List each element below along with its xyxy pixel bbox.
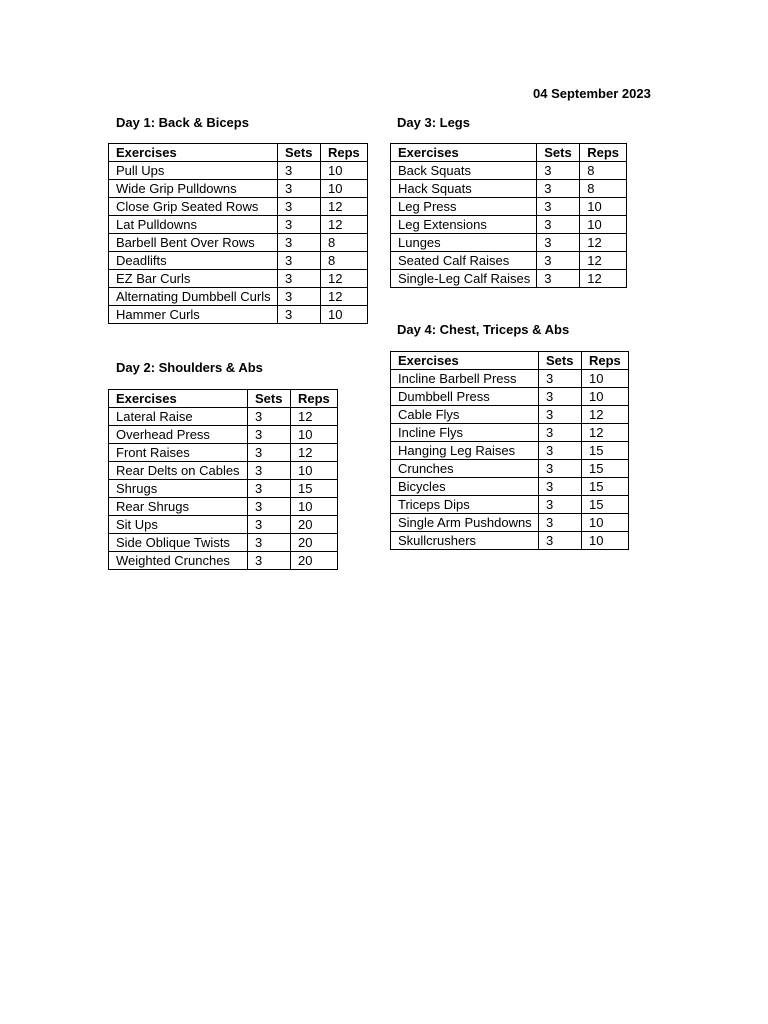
sets-cell: 3 [537, 252, 580, 270]
sets-cell: 3 [248, 426, 291, 444]
sets-cell: 3 [248, 462, 291, 480]
reps-cell: 12 [582, 406, 629, 424]
reps-cell: 8 [321, 234, 368, 252]
sets-cell: 3 [248, 534, 291, 552]
reps-cell: 8 [580, 162, 627, 180]
table-row [109, 480, 338, 498]
exercise-cell: Alternating Dumbbell Curls [109, 288, 278, 306]
reps-cell: 15 [582, 460, 629, 478]
exercise-cell: Sit Ups [109, 516, 248, 534]
reps-header: Reps [582, 352, 629, 370]
reps-header: Reps [580, 144, 627, 162]
day1-table [108, 143, 368, 324]
exercise-cell: Side Oblique Twists [109, 534, 248, 552]
exercise-cell: Cable Flys [391, 406, 539, 424]
reps-cell: 12 [321, 198, 368, 216]
sets-cell: 3 [278, 198, 321, 216]
reps-cell: 10 [582, 532, 629, 550]
table-row [391, 370, 629, 388]
table-row [109, 288, 368, 306]
reps-cell: 12 [291, 444, 338, 462]
sets-cell: 3 [537, 162, 580, 180]
sets-cell: 3 [248, 516, 291, 534]
document-date: 04 September 2023 [533, 86, 651, 101]
table-row [109, 180, 368, 198]
exercise-cell: Seated Calf Raises [391, 252, 537, 270]
reps-cell: 20 [291, 516, 338, 534]
exercises-header: Exercises [109, 144, 278, 162]
reps-cell: 10 [321, 306, 368, 324]
exercise-cell: Weighted Crunches [109, 552, 248, 570]
reps-cell: 12 [580, 252, 627, 270]
reps-cell: 20 [291, 534, 338, 552]
reps-cell: 15 [582, 496, 629, 514]
day1-rows [109, 162, 368, 324]
sets-cell: 3 [539, 514, 582, 532]
table-row [109, 534, 338, 552]
table-header-row [109, 144, 368, 162]
table-row [109, 444, 338, 462]
reps-cell: 12 [321, 216, 368, 234]
exercise-cell: Lat Pulldowns [109, 216, 278, 234]
table-row [391, 270, 627, 288]
table-row [391, 478, 629, 496]
exercise-cell: Barbell Bent Over Rows [109, 234, 278, 252]
sets-cell: 3 [278, 270, 321, 288]
exercise-cell: Rear Shrugs [109, 498, 248, 516]
sets-cell: 3 [248, 498, 291, 516]
table-row [109, 408, 338, 426]
reps-cell: 12 [291, 408, 338, 426]
sets-cell: 3 [539, 496, 582, 514]
table-row [391, 496, 629, 514]
exercise-cell: Crunches [391, 460, 539, 478]
table-row [109, 216, 368, 234]
exercise-cell: Lunges [391, 234, 537, 252]
table-row [391, 216, 627, 234]
sets-cell: 3 [539, 532, 582, 550]
reps-cell: 10 [291, 426, 338, 444]
day4-rows [391, 370, 629, 550]
reps-cell: 12 [580, 270, 627, 288]
reps-cell: 15 [582, 442, 629, 460]
table-header-row [391, 352, 629, 370]
sets-cell: 3 [537, 234, 580, 252]
sets-cell: 3 [248, 408, 291, 426]
reps-cell: 10 [582, 388, 629, 406]
table-row [109, 198, 368, 216]
table-row [391, 532, 629, 550]
exercise-cell: Leg Press [391, 198, 537, 216]
day2-table [108, 389, 338, 570]
reps-cell: 15 [582, 478, 629, 496]
sets-cell: 3 [248, 552, 291, 570]
table-row [109, 306, 368, 324]
sets-cell: 3 [539, 442, 582, 460]
sets-cell: 3 [278, 252, 321, 270]
sets-cell: 3 [278, 306, 321, 324]
reps-cell: 10 [580, 216, 627, 234]
sets-cell: 3 [537, 270, 580, 288]
sets-cell: 3 [278, 216, 321, 234]
exercise-cell: EZ Bar Curls [109, 270, 278, 288]
sets-header: Sets [539, 352, 582, 370]
day4-heading: Day 4: Chest, Triceps & Abs [397, 322, 570, 337]
exercise-cell: Deadlifts [109, 252, 278, 270]
table-row [391, 514, 629, 532]
exercise-cell: Close Grip Seated Rows [109, 198, 278, 216]
sets-header: Sets [537, 144, 580, 162]
table-row [391, 424, 629, 442]
reps-cell: 8 [321, 252, 368, 270]
exercise-cell: Bicycles [391, 478, 539, 496]
sets-cell: 3 [539, 478, 582, 496]
table-row [109, 516, 338, 534]
exercise-cell: Leg Extensions [391, 216, 537, 234]
sets-cell: 3 [537, 216, 580, 234]
sets-cell: 3 [278, 288, 321, 306]
table-row [391, 234, 627, 252]
day1-heading: Day 1: Back & Biceps [116, 115, 249, 130]
exercise-cell: Skullcrushers [391, 532, 539, 550]
table-header-row [109, 390, 338, 408]
table-row [391, 460, 629, 478]
reps-cell: 10 [582, 514, 629, 532]
reps-header: Reps [291, 390, 338, 408]
table-row [391, 442, 629, 460]
exercise-cell: Dumbbell Press [391, 388, 539, 406]
exercise-cell: Incline Barbell Press [391, 370, 539, 388]
table-row [109, 426, 338, 444]
exercise-cell: Wide Grip Pulldowns [109, 180, 278, 198]
sets-cell: 3 [537, 198, 580, 216]
sets-cell: 3 [278, 234, 321, 252]
table-row [109, 234, 368, 252]
exercise-cell: Single Arm Pushdowns [391, 514, 539, 532]
sets-cell: 3 [539, 406, 582, 424]
exercise-cell: Lateral Raise [109, 408, 248, 426]
reps-cell: 20 [291, 552, 338, 570]
reps-cell: 15 [291, 480, 338, 498]
table-row [109, 252, 368, 270]
table-row [109, 498, 338, 516]
exercises-header: Exercises [391, 352, 539, 370]
table-row [109, 462, 338, 480]
table-row [391, 162, 627, 180]
exercise-cell: Incline Flys [391, 424, 539, 442]
exercise-cell: Hanging Leg Raises [391, 442, 539, 460]
sets-cell: 3 [278, 180, 321, 198]
sets-cell: 3 [539, 370, 582, 388]
sets-cell: 3 [278, 162, 321, 180]
exercise-cell: Rear Delts on Cables [109, 462, 248, 480]
sets-cell: 3 [248, 444, 291, 462]
exercise-cell: Hammer Curls [109, 306, 278, 324]
exercise-cell: Single-Leg Calf Raises [391, 270, 537, 288]
reps-cell: 10 [291, 462, 338, 480]
sets-cell: 3 [539, 424, 582, 442]
day3-table [390, 143, 627, 288]
reps-cell: 10 [580, 198, 627, 216]
sets-cell: 3 [248, 480, 291, 498]
exercise-cell: Shrugs [109, 480, 248, 498]
reps-cell: 10 [582, 370, 629, 388]
day4-table [390, 351, 629, 550]
reps-cell: 10 [321, 180, 368, 198]
day2-heading: Day 2: Shoulders & Abs [116, 360, 263, 375]
reps-cell: 12 [582, 424, 629, 442]
table-row [391, 180, 627, 198]
reps-cell: 10 [291, 498, 338, 516]
sets-cell: 3 [539, 460, 582, 478]
exercise-cell: Overhead Press [109, 426, 248, 444]
reps-cell: 12 [321, 288, 368, 306]
exercises-header: Exercises [109, 390, 248, 408]
table-row [391, 252, 627, 270]
day3-rows [391, 162, 627, 288]
table-header-row [391, 144, 627, 162]
day3-heading: Day 3: Legs [397, 115, 470, 130]
reps-cell: 10 [321, 162, 368, 180]
sets-header: Sets [278, 144, 321, 162]
table-row [109, 270, 368, 288]
reps-cell: 12 [321, 270, 368, 288]
reps-cell: 12 [580, 234, 627, 252]
sets-cell: 3 [537, 180, 580, 198]
table-row [391, 406, 629, 424]
sets-header: Sets [248, 390, 291, 408]
exercise-cell: Hack Squats [391, 180, 537, 198]
exercise-cell: Triceps Dips [391, 496, 539, 514]
day2-rows [109, 408, 338, 570]
exercise-cell: Pull Ups [109, 162, 278, 180]
table-row [109, 552, 338, 570]
table-row [391, 388, 629, 406]
reps-cell: 8 [580, 180, 627, 198]
exercise-cell: Front Raises [109, 444, 248, 462]
table-row [391, 198, 627, 216]
reps-header: Reps [321, 144, 368, 162]
sets-cell: 3 [539, 388, 582, 406]
exercise-cell: Back Squats [391, 162, 537, 180]
exercises-header: Exercises [391, 144, 537, 162]
table-row [109, 162, 368, 180]
